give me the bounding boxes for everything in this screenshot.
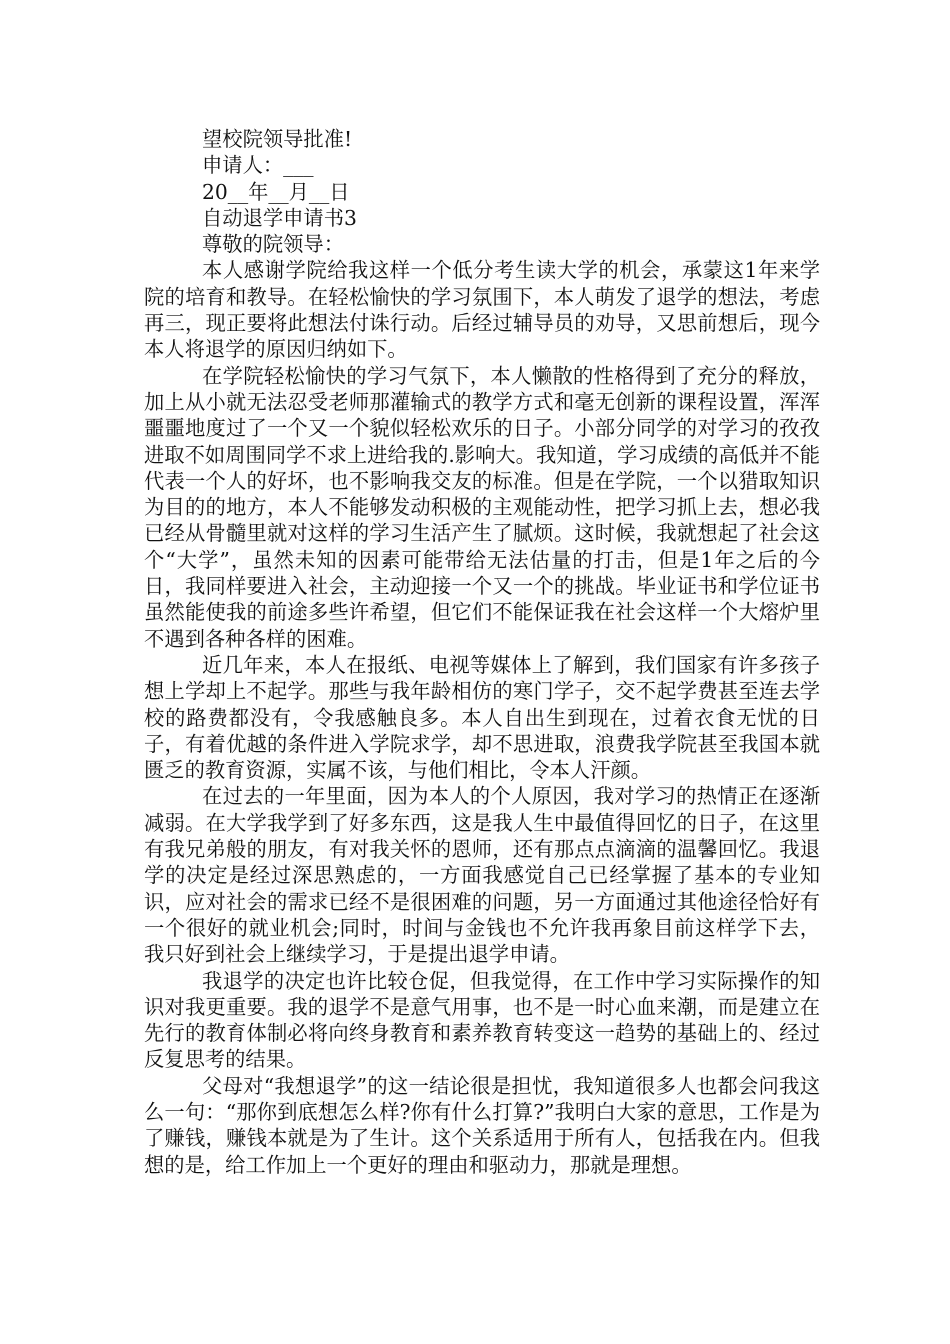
applicant-line: 申请人：___ — [202, 153, 314, 178]
approval-request-line: 望校院领导批准! — [202, 127, 353, 151]
document-body — [144, 126, 820, 1178]
body-paragraph-4: 在过去的一年里面，因为本人的个人原因，我对学习的热情正在逐渐减弱。在大学我学到了好多东西，这是我人生中最值得回忆的日子，在这里有我兄弟般的朋友，有对我关怀的恩师，还有那点点滴滴的温馨回忆。我退学的决定是经过深思熟虑的，一方面我感觉自己已经掌握了基本的专业知识，应对社会的需求已经不是很困难的问题，另一方面通过其他途径恰好有一个很好的就业机会;同时，时间与金钱也不允许我再象目前这样学下去，我只好到社会上继续学习，于是提出退学申请。 — [144, 784, 820, 967]
body-paragraph-6: 父母对“我想退学”的这一结论很是担忧，我知道很多人也都会问我这么一句：“那你到底想怎么样?你有什么打算?”我明白大家的意思，工作是为了赚钱，赚钱本就是为了生计。这个关系适用于所有人，包括我在内。但我想的是，给工作加上一个更好的理由和驱动力，那就是理想。 — [144, 1073, 820, 1177]
document-title: 自动退学申请书3 — [202, 205, 357, 230]
date-line: 20__年__月__日 — [202, 179, 350, 204]
body-paragraph-2: 在学院轻松愉快的学习气氛下，本人懒散的性格得到了充分的释放，加上从小就无法忍受老师那灌输式的教学方式和毫无创新的课程设置，浑浑噩噩地度过了一个又一个貌似轻松欢乐的日子。小部分同学的对学习的孜孜进取不如周围同学不求上进给我的.影响大。我知道，学习成绩的高低并不能代表一个人的好坏，也不影响我交友的标准。但是在学院，一个以猎取知识为目的的地方，本人不能够发动积极的主观能动性，把学习抓上去，想必我已经从骨髓里就对这样的学习生活产生了腻烦。这时候，我就想起了社会这个“大学”，虽然未知的因素可能带给无法估量的打击，但是1年之后的今日，我同样要进入社会，主动迎接一个又一个的挑战。毕业证书和学位证书虽然能使我的前途多些许希望，但它们不能保证我在社会这样一个大熔炉里不遇到各种各样的困难。 — [144, 363, 820, 651]
body-paragraph-3: 近几年来，本人在报纸、电视等媒体上了解到，我们国家有许多孩子想上学却上不起学。那些与我年龄相仿的寒门学子，交不起学费甚至连去学校的路费都没有，令我感触良多。本人自出生到现在，过着衣食无忧的日子，有着优越的条件进入学院求学，却不思进取，浪费我学院甚至我国本就匮乏的教育资源，实属不该，与他们相比，令本人汗颜。 — [144, 652, 820, 783]
body-paragraph-1: 本人感谢学院给我这样一个低分考生读大学的机会，承蒙这1年来学院的培育和教导。在轻松愉快的学习氛围下，本人萌发了退学的想法，考虑再三，现正要将此想法付诛行动。后经过辅导员的劝导，又思前想后，现今本人将退学的原因归纳如下。 — [144, 258, 820, 362]
body-paragraph-5: 我退学的决定也许比较仓促，但我觉得，在工作中学习实际操作的知识对我更重要。我的退学不是意气用事，也不是一时心血来潮，而是建立在先行的教育体制必将向终身教育和素养教育转变这一趋势的基础上的、经过反复思考的结果。 — [144, 968, 820, 1072]
salutation: 尊敬的院领导： — [202, 232, 344, 257]
